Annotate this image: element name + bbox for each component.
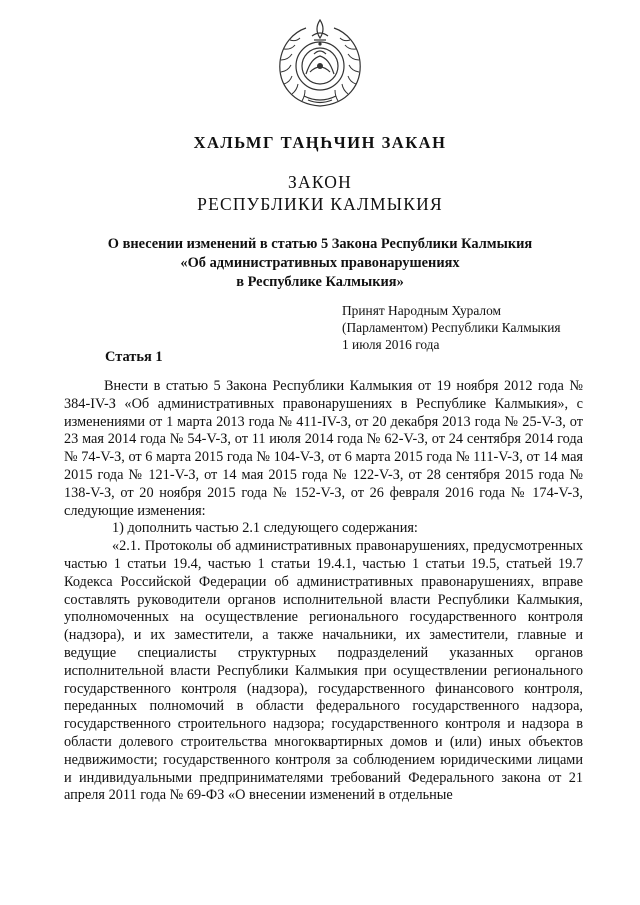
article-body xyxy=(64,378,583,805)
kalmykia-emblem-icon xyxy=(270,14,370,114)
adoption-line: Принят Народным Хуралом xyxy=(342,303,502,318)
subject-line: «Об административных правонарушениях xyxy=(180,255,460,271)
subject-line: в Республике Калмыкия» xyxy=(236,274,404,290)
body-paragraph: 1) дополнить частью 2.1 следующего содержания: xyxy=(112,520,418,537)
article-heading: Статья 1 xyxy=(105,349,163,365)
adoption-line: 1 июля 2016 года xyxy=(342,337,440,352)
adoption-line: (Парламентом) Республики Калмыкия xyxy=(342,320,561,335)
body-paragraph: «2.1. Протоколы об административных правонарушениях, предусмотренных частью 1 статьи 19.4, частью 1 статьи 19.4.1, частью 1 статьи 19.5, статьей 19.7 Кодекса Российской Федерации об административных правонарушениях, вправе составлять руководители органов исполнительной власти Республики Калмыкия, уполномоченных на осуществление регионального государственного контроля (надзора), и их заместители, а также начальники, их заместители, главные и ведущие специалисты структурных подразделений указанных органов исполнительной власти Республики Калмыкия при осуществлении регионального государственного контроля (надзора), государственного финансового контроля, переданных полномочий в области федерального государственного надзора, государственного строительного надзора; государственного контроля и надзора в области долевого строительства многоквартирных домов и (или) иных объектов недвижимости; государственного контроля за соблюдением юридическими лицами и индивидуальными предпринимателями требований Федерального закона от 21 апреля 2011 года № 69-ФЗ «О внесении изменений в отдельные xyxy=(64,538,583,804)
law-subject xyxy=(0,235,640,292)
adoption-note xyxy=(342,302,612,353)
kalmyk-law-title: ХАЛЬМГ ТАҢҺЧИН ЗАКАН xyxy=(193,133,447,152)
body-paragraph: Внести в статью 5 Закона Республики Калмыкия от 19 ноября 2012 года № 384-IV-З «Об административных правонарушениях в Республике Калмыкия», с изменениями от 1 марта 2013 года № 411-IV-З, от 20 декабря 2013 года № 25-V-З, от 23 мая 2014 года № 54-V-З, от 11 июля 2014 года № 62-V-З, от 24 сентября 2014 года № 74-V-З, от 6 марта 2015 года № 104-V-З, от 6 марта 2015 года № 111-V-З, от 14 мая 2015 года № 121-V-З, от 14 мая 2015 года № 122-V-З, от 28 сентября 2015 года № 138-V-З, от 20 ноября 2015 года № 152-V-З, от 26 февраля 2016 года № 174-V-З, следующие изменения: xyxy=(64,378,583,519)
law-title xyxy=(0,171,640,215)
subject-line: О внесении изменений в статью 5 Закона Республики Калмыкия xyxy=(107,236,533,252)
law-title-line: ЗАКОН xyxy=(288,172,352,192)
law-title-line: РЕСПУБЛИКИ КАЛМЫКИЯ xyxy=(197,194,443,214)
